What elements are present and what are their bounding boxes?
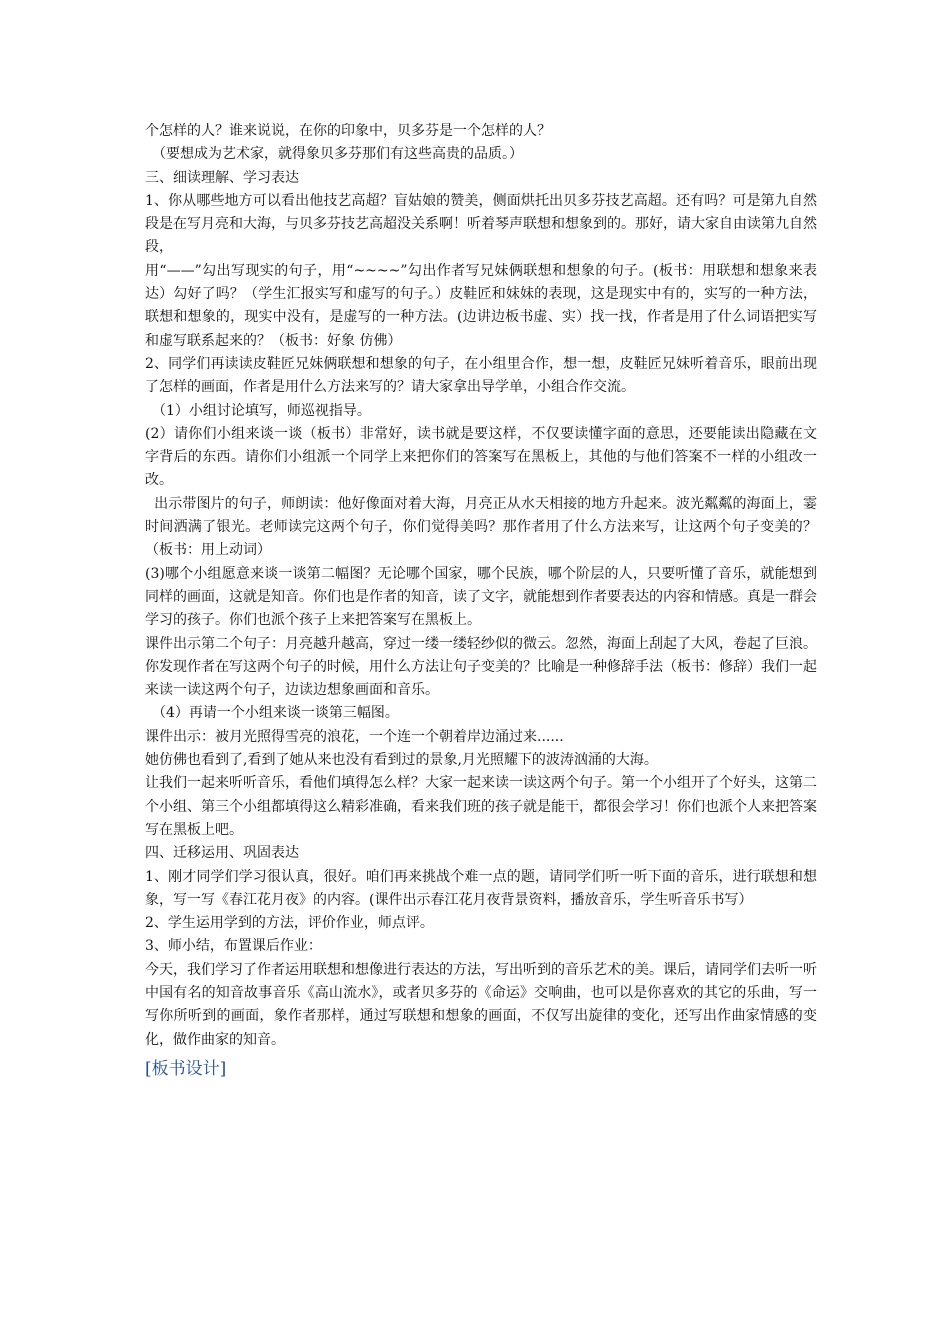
paragraph-step-3: (3)哪个小组愿意来谈一谈第二幅图？无论哪个国家，哪个民族，哪个阶层的人，只要听懂了音乐，就能想到同样的画面，这就是知音。你们也是作者的知音，读了文字，就能想到作者要表达的内容和情感。真是一群会学习的孩子。你们也派个孩子上来把答案写在黑板上。	[145, 565, 817, 629]
paragraph-artist-note: （要想成为艺术家，就得象贝多芬那们有这些高贵的品质。）	[152, 146, 523, 163]
blackboard-design-heading: [板书设计]	[145, 1058, 227, 1079]
paragraph-step-2: (2）请你们小组来谈一谈（板书）非常好，读书就是要这样，不仅要读懂字面的意思，还要能读出隐藏在文字背后的东西。请你们小组派一个同学上来把你们的答案写在黑板上，其他的与他们答案不一样的小组改一改。	[145, 425, 817, 489]
paragraph-group-reading: 2、同学们再读读皮鞋匠兄妹俩联想和想象的句子，在小组里合作，想一想，皮鞋匠兄妹听着音乐，眼前出现了怎样的画面，作者是用什么方法来写的？请大家拿出导学单，小组合作交流。	[145, 355, 817, 396]
paragraph-listen-music: 让我们一起来听听音乐，看他们填得怎么样？大家一起来读一读这两个句子。第一个小组开了个好头，这第二个小组、第三个小组都填得这么精彩准确，看来我们班的孩子就是能干，都很会学习！你们也派个人来把答案写在黑板上吧。	[145, 775, 817, 838]
paragraph-step-4: （4）再请一个小组来谈一谈第三幅图。	[152, 705, 399, 722]
paragraph-homework: 今天，我们学习了作者运用联想和想像进行表达的方法，写出听到的音乐艺术的美。课后，请同学们去听一听中国有名的知音故事音乐《高山流水》，或者贝多芬的《命运》交响曲，也可以是你喜欢的其它的乐曲，写一写你所听到的画面，象作者那样，通过写联想和想象的画面，不仅写出旋律的变化，还写出作曲家情感的变化，做作曲家的知音。	[145, 961, 817, 1048]
paragraph-intro-question: 个怎样的人？谁来说说，在你的印象中，贝多芬是一个怎样的人？	[145, 123, 551, 139]
section-title-4: 四、迁移运用、巩固表达	[145, 845, 299, 862]
paragraph-courseware-show: 课件出示：被月光照得雪亮的浪花，一个连一个朝着岸边涌过来......	[145, 728, 564, 745]
paragraph-underline-task: 用“——”勾出写现实的句子，用“~~~~”勾出作者写兄妹俩联想和想象的句子。(板书：用联想和想象来表达）勾好了吗？（学生汇报实写和虚写的句子。）皮鞋匠和妹妹的表现，这是现实中有的，实写的一种方法，联想和想象的，现实中没有，是虚写的一种方法。(边讲边板书虚、实）找一找，作者是用了什么词语把实写和虚写联系起来的？（板书：好象 仿佛）	[145, 262, 817, 349]
paragraph-picture-sentence: 出示带图片的句子，师朗读：他好像面对着大海，月亮正从水天相接的地方升起来。波光粼粼的海面上，霎时间洒满了银光。老师读完这两个句子，你们觉得美吗？那作者用了什么方法来写，让这两个句子变美的？（板书：用上动词）	[145, 495, 818, 559]
document-body	[145, 120, 817, 1082]
section-title-3: 三、细读理解、学习表达	[145, 169, 299, 186]
paragraph-step-1: （1）小组讨论填写，师巡视指导。	[152, 402, 371, 419]
paragraph-second-sentence: 课件出示第二个句子：月亮越升越高，穿过一缕一缕轻纱似的微云。忽然，海面上刮起了大风，卷起了巨浪。你发现作者在写这两个句子的时候，用什么方法让句子变美的？比喻是一种修辞手法（板书：修辞）我们一起来读一读这两个句子，边读边想象画面和音乐。	[145, 635, 817, 699]
paragraph-evaluate: 2、学生运用学到的方法，评价作业，师点评。	[145, 915, 434, 932]
paragraph-she-saw: 她仿佛也看到了,看到了她从来也没有看到过的景象,月光照耀下的波涛汹涌的大海。	[145, 752, 658, 769]
paragraph-skill-question: 1、你从哪些地方可以看出他技艺高超？盲姑娘的赞美，侧面烘托出贝多芬技艺高超。还有吗？可是第九自然段是在写月亮和大海，与贝多芬技艺高超没关系啊！听着琴声联想和想象到的。那好，请大家自由读第九自然段，	[145, 192, 817, 256]
paragraph-challenge: 1、刚才同学们学习很认真，很好。咱们再来挑战个难一点的题，请同学们听一听下面的音乐，进行联想和想象，写一写《春江花月夜》的内容。(课件出示春江花月夜背景资料，播放音乐，学生听音乐书写）	[145, 868, 817, 908]
paragraph-summary-title: 3、师小结，布置课后作业：	[145, 938, 322, 955]
